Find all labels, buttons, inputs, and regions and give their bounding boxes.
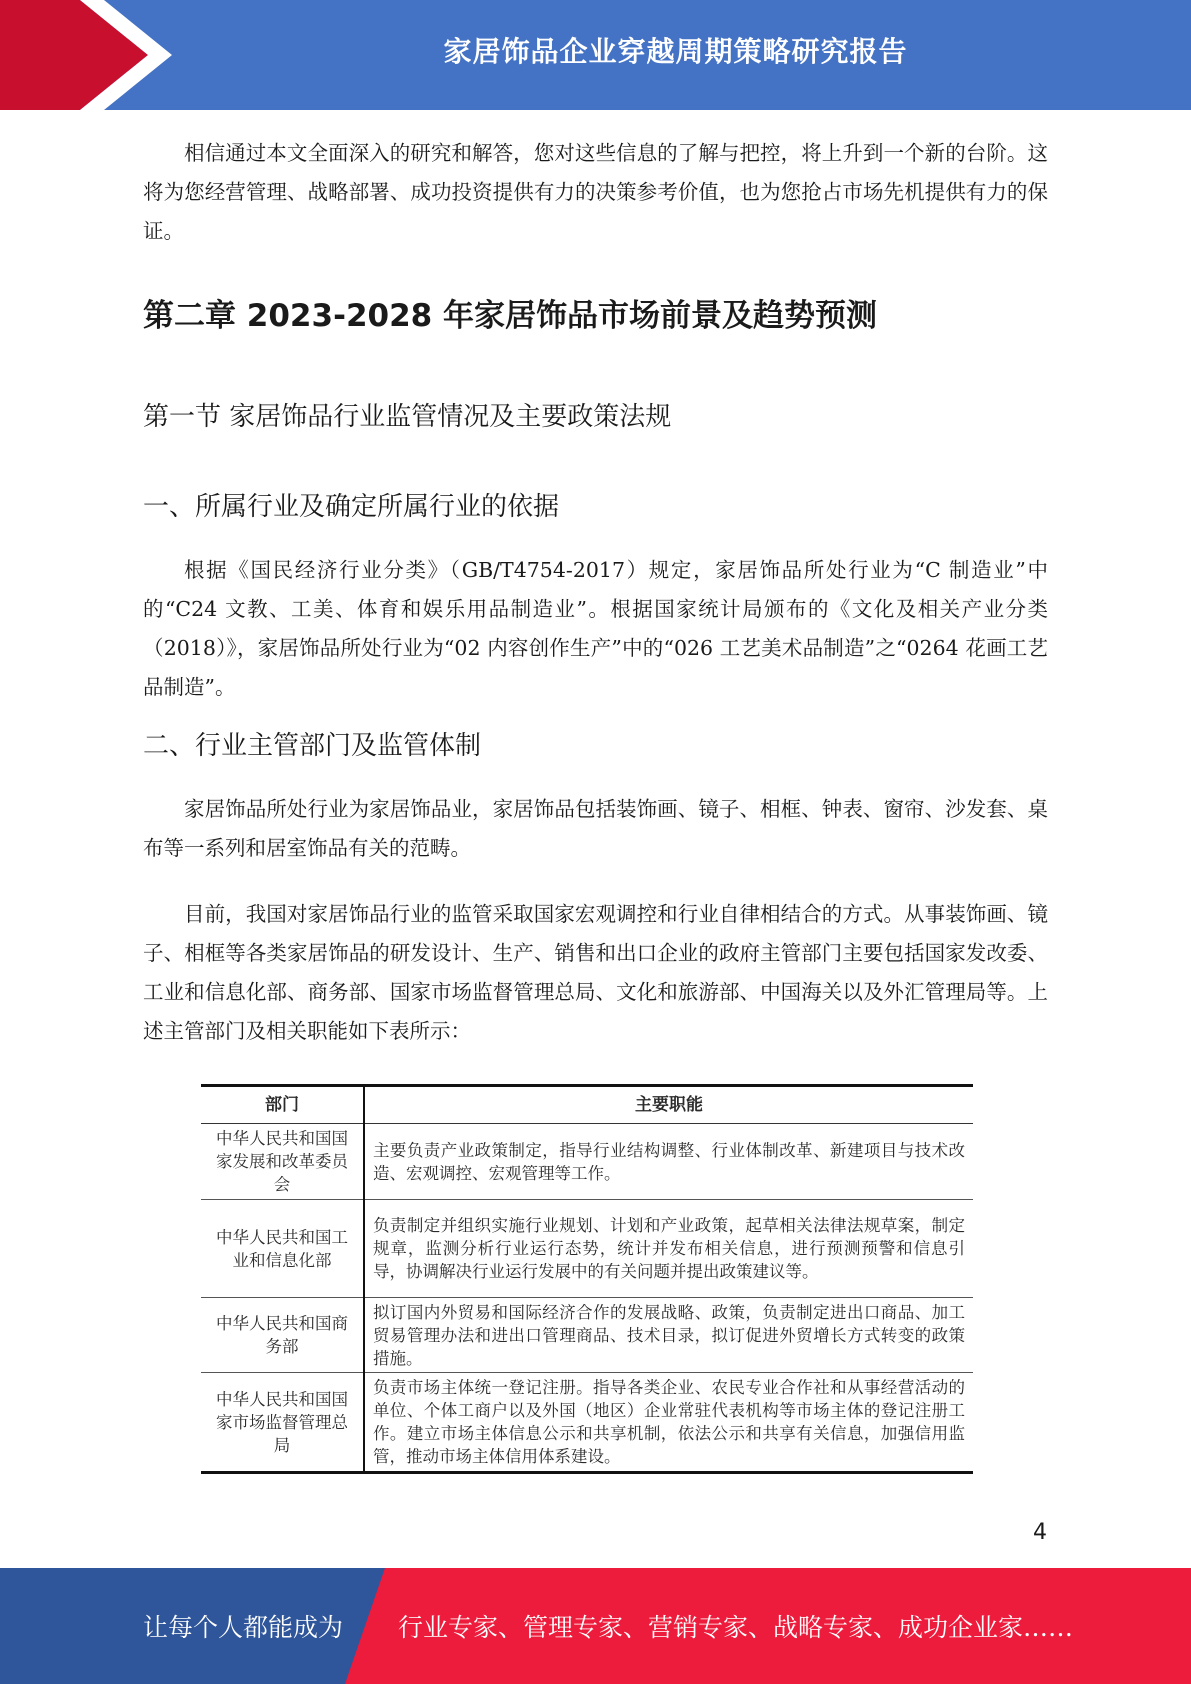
table-cell-department: 中华人民共和国商务部 [201,1298,364,1373]
table-cell-duty: 负责制定并组织实施行业规划、计划和产业政策，起草相关法律法规草案，制定规章，监测分析行业运行态势，统计并发布相关信息，进行预测预警和信息引导，协调解决行业运行发展中的有关问题并提出政策建议等。 [364,1200,973,1298]
page-header [0,0,1191,110]
section-title: 第一节 家居饰品行业监管情况及主要政策法规 [143,402,672,432]
subsection-title-2: 二、行业主管部门及监管体制 [143,731,482,761]
department-duty-table [201,1084,973,1474]
chapter-title: 第二章 2023-2028 年家居饰品市场前景及趋势预测 [143,298,878,334]
subsection-2-paragraph-2: 目前，我国对家居饰品行业的监管采取国家宏观调控和行业自律相结合的方式。从事装饰画、镜子、相框等各类家居饰品的研发设计、生产、销售和出口企业的政府主管部门主要包括国家发改委、工业和信息化部、商务部、国家市场监督管理总局、文化和旅游部、中国海关以及外汇管理局等。上述主管部门及相关职能如下表所示： [143,902,1048,1043]
table-cell-department: 中华人民共和国国家市场监督管理总局 [201,1373,364,1473]
subsection-1-paragraph: 根据《国民经济行业分类》（GB/T4754-2017）规定，家居饰品所处行业为“C 制造业”中的“C24 文教、工美、体育和娱乐用品制造业”。根据国家统计局颁布的《文化及相关产业分类（2018）》，家居饰品所处行业为“02 内容创作生产”中的“026 工艺美术品制造”之“0264 花画工艺品制造”。 [143,558,1048,699]
footer-slogan-left: 让每个人都能成为 [143,1613,344,1642]
table-header-department: 部门 [201,1086,364,1124]
subsection-2-paragraph-1: 家居饰品所处行业为家居饰品业，家居饰品包括装饰画、镜子、相框、钟表、窗帘、沙发套、桌布等一系列和居室饰品有关的范畴。 [143,797,1048,860]
table-cell-department: 中华人民共和国工业和信息化部 [201,1200,364,1298]
table-cell-department: 中华人民共和国国家发展和改革委员会 [201,1124,364,1200]
table-row [201,1298,973,1373]
table-row [201,1200,973,1298]
table-row [201,1373,973,1473]
footer-slogan-right: 行业专家、管理专家、营销专家、战略专家、成功企业家…… [398,1613,1074,1642]
page-number: 4 [1033,1520,1047,1545]
table-cell-duty: 负责市场主体统一登记注册。指导各类企业、农民专业合作社和从事经营活动的单位、个体工商户以及外国（地区）企业常驻代表机构等市场主体的登记注册工作。建立市场主体信息公示和共享机制，依法公示和共享有关信息，加强信用监管，推动市场主体信用体系建设。 [373,1378,965,1466]
table-header-duty: 主要职能 [364,1086,973,1124]
table-cell-duty: 主要负责产业政策制定，指导行业结构调整、行业体制改革、新建项目与技术改造、宏观调控、宏观管理等工作。 [364,1124,973,1200]
report-title: 家居饰品企业穿越周期策略研究报告 [443,35,908,68]
intro-paragraph: 相信通过本文全面深入的研究和解答，您对这些信息的了解与把控，将上升到一个新的台阶。这将为您经营管理、战略部署、成功投资提供有力的决策参考价值，也为您抢占市场先机提供有力的保证。 [143,141,1048,243]
table-row [201,1124,973,1200]
table-header-row [201,1086,973,1124]
table-cell-duty: 拟订国内外贸易和国际经济合作的发展战略、政策，负责制定进出口商品、加工贸易管理办法和进出口管理商品、技术目录，拟订促进外贸增长方式转变的政策措施。 [364,1298,973,1373]
page-footer [0,1568,1191,1684]
subsection-title-1: 一、所属行业及确定所属行业的依据 [143,492,560,522]
